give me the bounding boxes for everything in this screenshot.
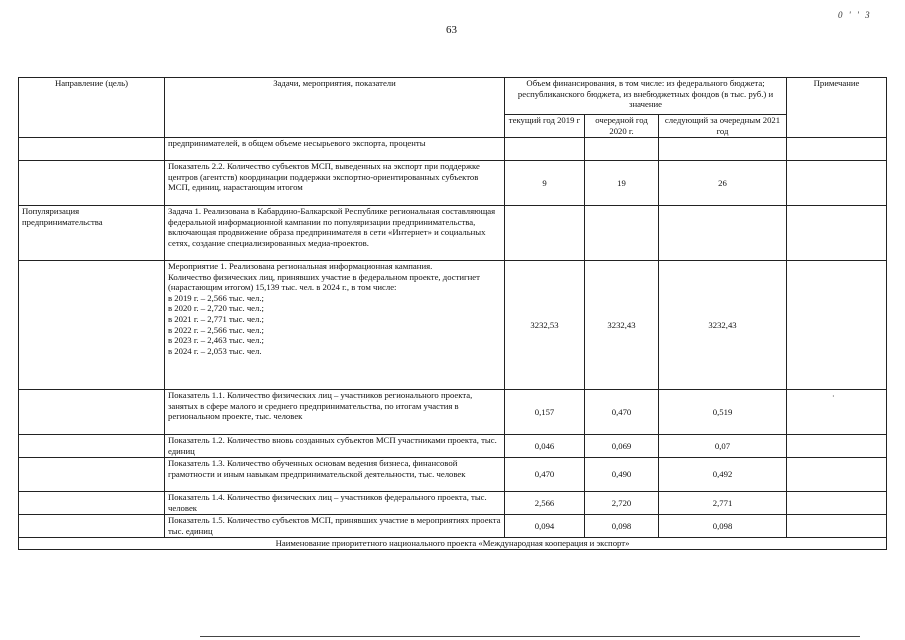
table-row [19,138,887,161]
national-project-name: Наименование приоритетного национального проекта «Международная кооперация и экспорт» [19,538,887,550]
value-2019-cell: 2,566 [505,492,585,515]
table-row [19,161,887,206]
value-2021-cell: 2,771 [659,492,787,515]
header-year-2019: текущий год 2019 г [505,115,585,138]
task-line: в 2020 г. – 2,720 тыс. чел.; [168,303,264,314]
task-cell: Показатель 1.3. Количество обученных основам ведения бизнеса, финансовой грамотности и иным навыкам предпринимательской деятельности, тыс. человек [165,458,505,492]
direction-cell [19,390,165,435]
direction-cell [19,515,165,538]
table-row [19,458,887,492]
footer-row [19,538,887,550]
table-row [19,515,887,538]
value-2020-cell: 0,098 [585,515,659,538]
value-2020-cell [585,206,659,261]
funding-table [18,77,887,550]
note-cell [787,458,887,492]
value-2021-cell: 0,098 [659,515,787,538]
stray-dot: · [832,392,835,401]
task-line: в 2019 г. – 2,566 тыс. чел.; [168,292,264,303]
note-cell [787,138,887,161]
task-line: Мероприятие 1. Реализована региональная информационная кампания. [168,261,433,271]
direction-cell [19,261,165,390]
note-cell [787,492,887,515]
value-2019-cell: 9 [505,161,585,206]
task-cell: предпринимателей, в общем объеме несырьевого экспорта, проценты [165,138,505,161]
header-direction: Направление (цель) [19,78,165,138]
value-2020-cell: 0,490 [585,458,659,492]
task-cell: Показатель 1.4. Количество физических лиц – участников федерального проекта, тыс. человек [165,492,505,515]
task-line: Количество физических лиц, принявших участие в федеральном проекте, достигнет (нарастающим итогом) 15,139 тыс. чел. в 2024 г., в том числе: [168,271,480,293]
value-2020-cell: 0,069 [585,435,659,458]
direction-cell [19,458,165,492]
task-cell: Показатель 1.5. Количество субъектов МСП, принявших участие в мероприятиях проекта тыс. единиц [165,515,505,538]
corner-mark: 0 ' ' 3 [838,10,872,20]
table-row [19,261,887,390]
task-line: в 2024 г. – 2,053 тыс. чел. [168,345,262,356]
task-line: в 2021 г. – 2,771 тыс. чел.; [168,313,264,324]
table-row [19,390,887,435]
value-2021-cell: 26 [659,161,787,206]
header-year-2021: следующий за очередным 2021 год [659,115,787,138]
value-2021-cell: 0,519 [659,390,787,435]
table-row [19,435,887,458]
value-2021-cell: 0,07 [659,435,787,458]
value-2021-cell: 3232,43 [659,261,787,390]
task-line: в 2023 г. – 2,463 тыс. чел.; [168,335,264,346]
note-cell [787,161,887,206]
note-cell [787,435,887,458]
value-2021-cell [659,138,787,161]
value-2019-cell: 0,157 [505,390,585,435]
task-cell: Показатель 1.2. Количество вновь созданных субъектов МСП участниками проекта, тыс. единиц [165,435,505,458]
direction-cell: Популяризация предпринимательства [19,206,165,261]
task-cell: Показатель 2.2. Количество субъектов МСП, выведенных на экспорт при поддержке центров (агентств) координации поддержки экспортно-ориентированных субъектов МСП, единиц, нарастающим итогом [165,161,505,206]
note-cell [787,390,887,435]
value-2020-cell: 19 [585,161,659,206]
page-number: 63 [446,24,457,36]
value-2021-cell [659,206,787,261]
header-note: Примечание [787,78,887,138]
value-2019-cell: 3232,53 [505,261,585,390]
direction-cell [19,435,165,458]
task-cell [165,261,505,390]
value-2019-cell: 0,094 [505,515,585,538]
note-cell [787,261,887,390]
table-row [19,206,887,261]
header-year-2020: очередной год 2020 г. [585,115,659,138]
value-2020-cell: 2,720 [585,492,659,515]
value-2019-cell [505,138,585,161]
task-cell: Задача 1. Реализована в Кабардино-Балкарской Республике региональная составляющая федеральной информационной кампании по популяризации предпринимательства, включающая продвижение образа предпринимателя в сети «Интернет» и социальных сетях, создание специализированных медиа-проектов. [165,206,505,261]
header-tasks: Задачи, мероприятия, показатели [165,78,505,138]
value-2019-cell: 0,470 [505,458,585,492]
direction-cell [19,492,165,515]
bottom-divider [200,636,860,637]
direction-cell [19,161,165,206]
header-funding: Объем финансирования, в том числе: из федерального бюджета; республиканского бюджета, из внебюджетных фондов (в тыс. руб.) и значение [505,78,787,115]
table-header-row [19,78,887,115]
note-cell [787,206,887,261]
direction-cell [19,138,165,161]
value-2019-cell [505,206,585,261]
value-2020-cell: 3232,43 [585,261,659,390]
note-cell [787,515,887,538]
table-row [19,492,887,515]
value-2020-cell: 0,470 [585,390,659,435]
value-2021-cell: 0,492 [659,458,787,492]
value-2019-cell: 0,046 [505,435,585,458]
task-line: в 2022 г. – 2,566 тыс. чел.; [168,324,264,335]
task-cell: Показатель 1.1. Количество физических лиц – участников регионального проекта, занятых в сфере малого и среднего предпринимательства, по итогам участия в региональном проекте, тыс. человек [165,390,505,435]
value-2020-cell [585,138,659,161]
